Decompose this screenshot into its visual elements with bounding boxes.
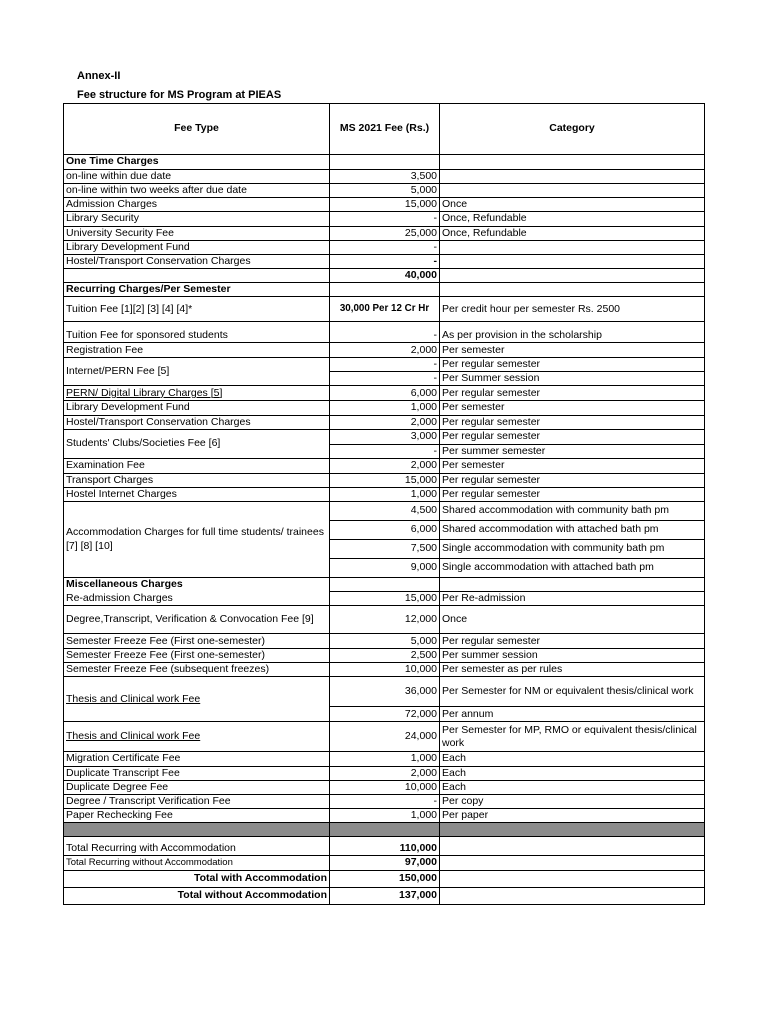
category-cell — [440, 254, 705, 268]
table-row — [64, 663, 705, 677]
section-row-recurring — [64, 283, 705, 297]
category-cell: Once — [440, 198, 705, 212]
category-cell: Per paper — [440, 808, 705, 822]
amount-cell: 1,000 — [330, 752, 440, 766]
fee-type-cell: Examination Fee — [64, 458, 330, 473]
fee-type-cell: University Security Fee — [64, 226, 330, 240]
fee-table — [63, 103, 705, 905]
category-cell: Per regular semester — [440, 358, 705, 372]
amount-cell: 2,000 — [330, 343, 440, 358]
category-cell: Single accommodation with attached bath pm — [440, 559, 705, 578]
table-row — [64, 198, 705, 212]
category-cell: Single accommodation with community bath pm — [440, 540, 705, 559]
category-cell: Each — [440, 766, 705, 780]
table-row — [64, 634, 705, 649]
amount-cell: 6,000 — [330, 521, 440, 540]
category-cell: Per summer session — [440, 649, 705, 663]
category-cell: Once, Refundable — [440, 212, 705, 226]
category-cell — [440, 184, 705, 198]
amount-cell: 2,000 — [330, 458, 440, 473]
table-row — [64, 722, 705, 752]
total-row — [64, 856, 705, 871]
total-amount: 137,000 — [330, 888, 440, 905]
amount-cell: 30,000 Per 12 Cr Hr — [330, 297, 440, 322]
total-amount: 150,000 — [330, 871, 440, 888]
amount-cell: 5,000 — [330, 184, 440, 198]
amount-cell: 15,000 — [330, 592, 440, 606]
table-row — [64, 780, 705, 794]
amount-cell: - — [330, 358, 440, 372]
category-cell: As per provision in the scholarship — [440, 322, 705, 343]
category-cell: Per semester — [440, 458, 705, 473]
table-header-row — [64, 104, 705, 155]
table-row — [64, 212, 705, 226]
category-cell: Per credit hour per semester Rs. 2500 — [440, 297, 705, 322]
table-row — [64, 677, 705, 707]
fee-type-cell: Accommodation Charges for full time students/ trainees [7] [8] [10] — [64, 502, 330, 578]
table-row — [64, 487, 705, 501]
category-cell: Shared accommodation with attached bath pm — [440, 521, 705, 540]
category-cell: Per copy — [440, 794, 705, 808]
category-cell: Shared accommodation with community bath pm — [440, 502, 705, 521]
amount-cell: 24,000 — [330, 722, 440, 752]
table-row — [64, 184, 705, 198]
fee-type-cell: Hostel Internet Charges — [64, 487, 330, 501]
total-row — [64, 837, 705, 856]
table-row — [64, 343, 705, 358]
amount-cell: - — [330, 322, 440, 343]
amount-cell: 3,000 — [330, 429, 440, 444]
category-cell: Once — [440, 606, 705, 634]
category-cell: Each — [440, 752, 705, 766]
table-row — [64, 401, 705, 415]
amount-cell: 1,000 — [330, 401, 440, 415]
category-cell: Per Re-admission — [440, 592, 705, 606]
table-row — [64, 358, 705, 372]
table-row — [64, 794, 705, 808]
total-label: Total with Accommodation — [64, 871, 330, 888]
amount-cell: 1,000 — [330, 808, 440, 822]
fee-type-cell: Library Security — [64, 212, 330, 226]
fee-type-cell: Duplicate Transcript Fee — [64, 766, 330, 780]
fee-type-cell: Students' Clubs/Societies Fee [6] — [64, 429, 330, 458]
table-row — [64, 766, 705, 780]
fee-type-cell — [64, 386, 330, 401]
category-cell: Per regular semester — [440, 429, 705, 444]
table-row — [64, 415, 705, 429]
total-row — [64, 888, 705, 905]
amount-cell: 10,000 — [330, 663, 440, 677]
table-row — [64, 240, 705, 254]
category-cell: Per regular semester — [440, 386, 705, 401]
category-cell — [440, 170, 705, 184]
table-row — [64, 592, 705, 606]
fee-type-cell: Tuition Fee [1][2] [3] [4] [4]* — [64, 297, 330, 322]
amount-cell: 15,000 — [330, 473, 440, 487]
fee-type-cell: Degree,Transcript, Verification & Convocation Fee [9] — [64, 606, 330, 634]
fee-type-cell: Migration Certificate Fee — [64, 752, 330, 766]
header-category: Category — [440, 104, 705, 155]
one-time-total: 40,000 — [330, 268, 440, 282]
section-row-one-time — [64, 155, 705, 170]
table-row — [64, 254, 705, 268]
pern-label: PERN/ Digital Library Charges [5] — [66, 386, 223, 399]
fee-type-cell: Paper Rechecking Fee — [64, 808, 330, 822]
amount-cell: 4,500 — [330, 502, 440, 521]
fee-type-cell: Semester Freeze Fee (First one-semester) — [64, 634, 330, 649]
category-cell: Per Semester for NM or equivalent thesis/clinical work — [440, 677, 705, 707]
table-row — [64, 649, 705, 663]
amount-cell: 15,000 — [330, 198, 440, 212]
amount-cell: 36,000 — [330, 677, 440, 707]
table-row — [64, 322, 705, 343]
total-label: Total without Accommodation — [64, 888, 330, 905]
table-row — [64, 170, 705, 184]
category-cell: Per Semester for MP, RMO or equivalent thesis/clinical work — [440, 722, 705, 752]
fee-type-cell: Internet/PERN Fee [5] — [64, 358, 330, 386]
amount-cell: 12,000 — [330, 606, 440, 634]
fee-type-cell: Library Development Fund — [64, 240, 330, 254]
amount-cell: 2,000 — [330, 766, 440, 780]
fee-type-cell — [64, 677, 330, 722]
amount-cell: 2,000 — [330, 415, 440, 429]
total-label: Total Recurring without Accommodation — [64, 856, 330, 871]
amount-cell: - — [330, 212, 440, 226]
category-cell: Per semester — [440, 343, 705, 358]
subtotal-row — [64, 268, 705, 282]
category-cell: Per regular semester — [440, 634, 705, 649]
amount-cell: - — [330, 794, 440, 808]
fee-type-cell: Duplicate Degree Fee — [64, 780, 330, 794]
total-label: Total Recurring with Accommodation — [64, 837, 330, 856]
fee-type-cell: Hostel/Transport Conservation Charges — [64, 254, 330, 268]
category-cell — [440, 240, 705, 254]
fee-type-cell: on-line within two weeks after due date — [64, 184, 330, 198]
amount-cell: 6,000 — [330, 386, 440, 401]
table-row — [64, 386, 705, 401]
category-cell: Per annum — [440, 707, 705, 722]
category-cell: Per semester — [440, 401, 705, 415]
table-row — [64, 752, 705, 766]
category-cell: Per regular semester — [440, 415, 705, 429]
table-row — [64, 502, 705, 521]
total-amount: 110,000 — [330, 837, 440, 856]
total-row — [64, 871, 705, 888]
table-row — [64, 458, 705, 473]
category-cell: Per regular semester — [440, 473, 705, 487]
separator-row — [64, 823, 705, 837]
fee-type-cell: Semester Freeze Fee (subsequent freezes) — [64, 663, 330, 677]
amount-cell: 3,500 — [330, 170, 440, 184]
section-title: Miscellaneous Charges — [64, 578, 330, 592]
fee-type-cell: Tuition Fee for sponsored students — [64, 322, 330, 343]
section-title: Recurring Charges/Per Semester — [64, 283, 330, 297]
table-row — [64, 808, 705, 822]
amount-cell: 5,000 — [330, 634, 440, 649]
category-cell: Per summer semester — [440, 444, 705, 458]
section-title: One Time Charges — [64, 155, 330, 170]
fee-type-cell: Hostel/Transport Conservation Charges — [64, 415, 330, 429]
fee-type-cell: Semester Freeze Fee (First one-semester) — [64, 649, 330, 663]
thesis-label: Thesis and Clinical work Fee — [66, 692, 201, 705]
fee-type-cell: on-line within due date — [64, 170, 330, 184]
fee-type-cell: Degree / Transcript Verification Fee — [64, 794, 330, 808]
table-row — [64, 297, 705, 322]
amount-cell: - — [330, 254, 440, 268]
thesis-label: Thesis and Clinical work Fee — [66, 730, 201, 743]
fee-type-cell: Admission Charges — [64, 198, 330, 212]
amount-cell: 1,000 — [330, 487, 440, 501]
amount-cell: 72,000 — [330, 707, 440, 722]
fee-type-cell: Re-admission Charges — [64, 592, 330, 606]
fee-type-cell: Transport Charges — [64, 473, 330, 487]
total-amount: 97,000 — [330, 856, 440, 871]
category-cell: Once, Refundable — [440, 226, 705, 240]
header-fee: MS 2021 Fee (Rs.) — [330, 104, 440, 155]
fee-type-cell: Registration Fee — [64, 343, 330, 358]
amount-cell: - — [330, 240, 440, 254]
section-row-misc — [64, 578, 705, 592]
category-cell: Per semester as per rules — [440, 663, 705, 677]
annex-label: Annex-II — [77, 70, 121, 82]
amount-cell: 10,000 — [330, 780, 440, 794]
table-row — [64, 606, 705, 634]
amount-cell: 2,500 — [330, 649, 440, 663]
amount-cell: - — [330, 444, 440, 458]
amount-cell: 9,000 — [330, 559, 440, 578]
fee-type-cell: Library Development Fund — [64, 401, 330, 415]
table-row — [64, 226, 705, 240]
header-fee-type: Fee Type — [64, 104, 330, 155]
category-cell: Per Summer session — [440, 372, 705, 386]
category-cell: Each — [440, 780, 705, 794]
amount-cell: 25,000 — [330, 226, 440, 240]
amount-cell: 7,500 — [330, 540, 440, 559]
table-row — [64, 473, 705, 487]
document-title: Fee structure for MS Program at PIEAS — [77, 89, 282, 101]
amount-cell: - — [330, 372, 440, 386]
table-row — [64, 429, 705, 444]
category-cell: Per regular semester — [440, 487, 705, 501]
fee-type-cell — [64, 722, 330, 752]
